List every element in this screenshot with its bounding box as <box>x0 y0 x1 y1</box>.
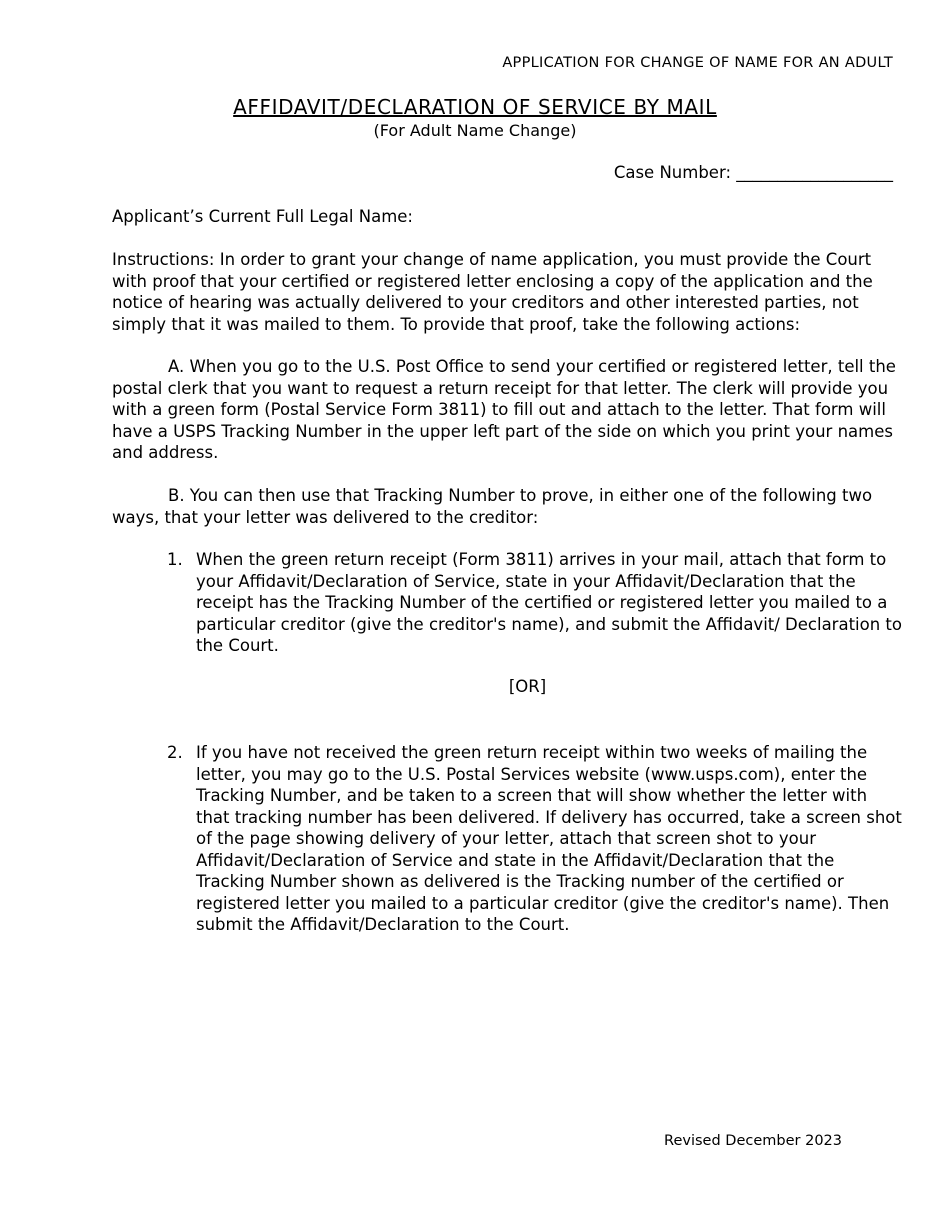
page-subtitle: (For Adult Name Change) <box>373 121 577 140</box>
list-item <box>167 549 902 657</box>
form-label: APPLICATION FOR CHANGE OF NAME FOR AN ADULT <box>502 55 893 71</box>
instructions-paragraph: Instructions: In order to grant your change of name application, you must provide the Court with proof that your certified or registered letter enclosing a copy of the application and the notice of hearing was actually delivered to your creditors and other interested parties, not simply that it was mailed to them. To provide that proof, take the following actions: <box>112 250 873 334</box>
revision-date: Revised December 2023 <box>664 1133 842 1149</box>
list-item-number: 1. <box>167 550 183 569</box>
or-separator: [OR] <box>508 677 547 696</box>
list-item-text: When the green return receipt (Form 3811) arrives in your mail, attach that form to your Affidavit/Declaration of Service, state in your Affidavit/Declaration that the receipt has the Tracking Number of the certified or registered letter you mailed to a particular creditor (give the creditor's name), and submit the Affidavit/ Declaration to the Court. <box>196 550 902 655</box>
case-number-field: Case Number: ___________________ <box>613 163 893 182</box>
instruction-step-b: B. You can then use that Tracking Number to prove, in either one of the following two ways, that your letter was delivered to the creditor: <box>112 486 873 527</box>
list-item <box>167 742 902 936</box>
applicant-name-label: Applicant’s Current Full Legal Name: <box>112 207 413 226</box>
page-title: AFFIDAVIT/DECLARATION OF SERVICE BY MAIL <box>233 95 717 119</box>
instruction-step-a: A. When you go to the U.S. Post Office to send your certified or registered letter, tell the postal clerk that you want to request a return receipt for that letter. The clerk will provide you with a green form (Postal Service Form 3811) to fill out and attach to the letter. That form will have a USPS Tracking Number in the upper left part of the side on which you print your names and address. <box>112 357 896 462</box>
list-item-number: 2. <box>167 743 183 762</box>
list-item-text: If you have not received the green return receipt within two weeks of mailing the letter, you may go to the U.S. Postal Services website (www.usps.com), enter the Tracking Number, and be taken to a screen that will show whether the letter with that tracking number has been delivered. If delivery has occurred, take a screen shot of the page showing delivery of your letter, attach that screen shot to your Affidavit/Declaration of Service and state in the Affidavit/Declaration that the Tracking Number shown as delivered is the Tracking number of the certified or registered letter you mailed to a particular creditor (give the creditor's name). Then submit the Affidavit/Declaration to the Court. <box>196 743 902 934</box>
